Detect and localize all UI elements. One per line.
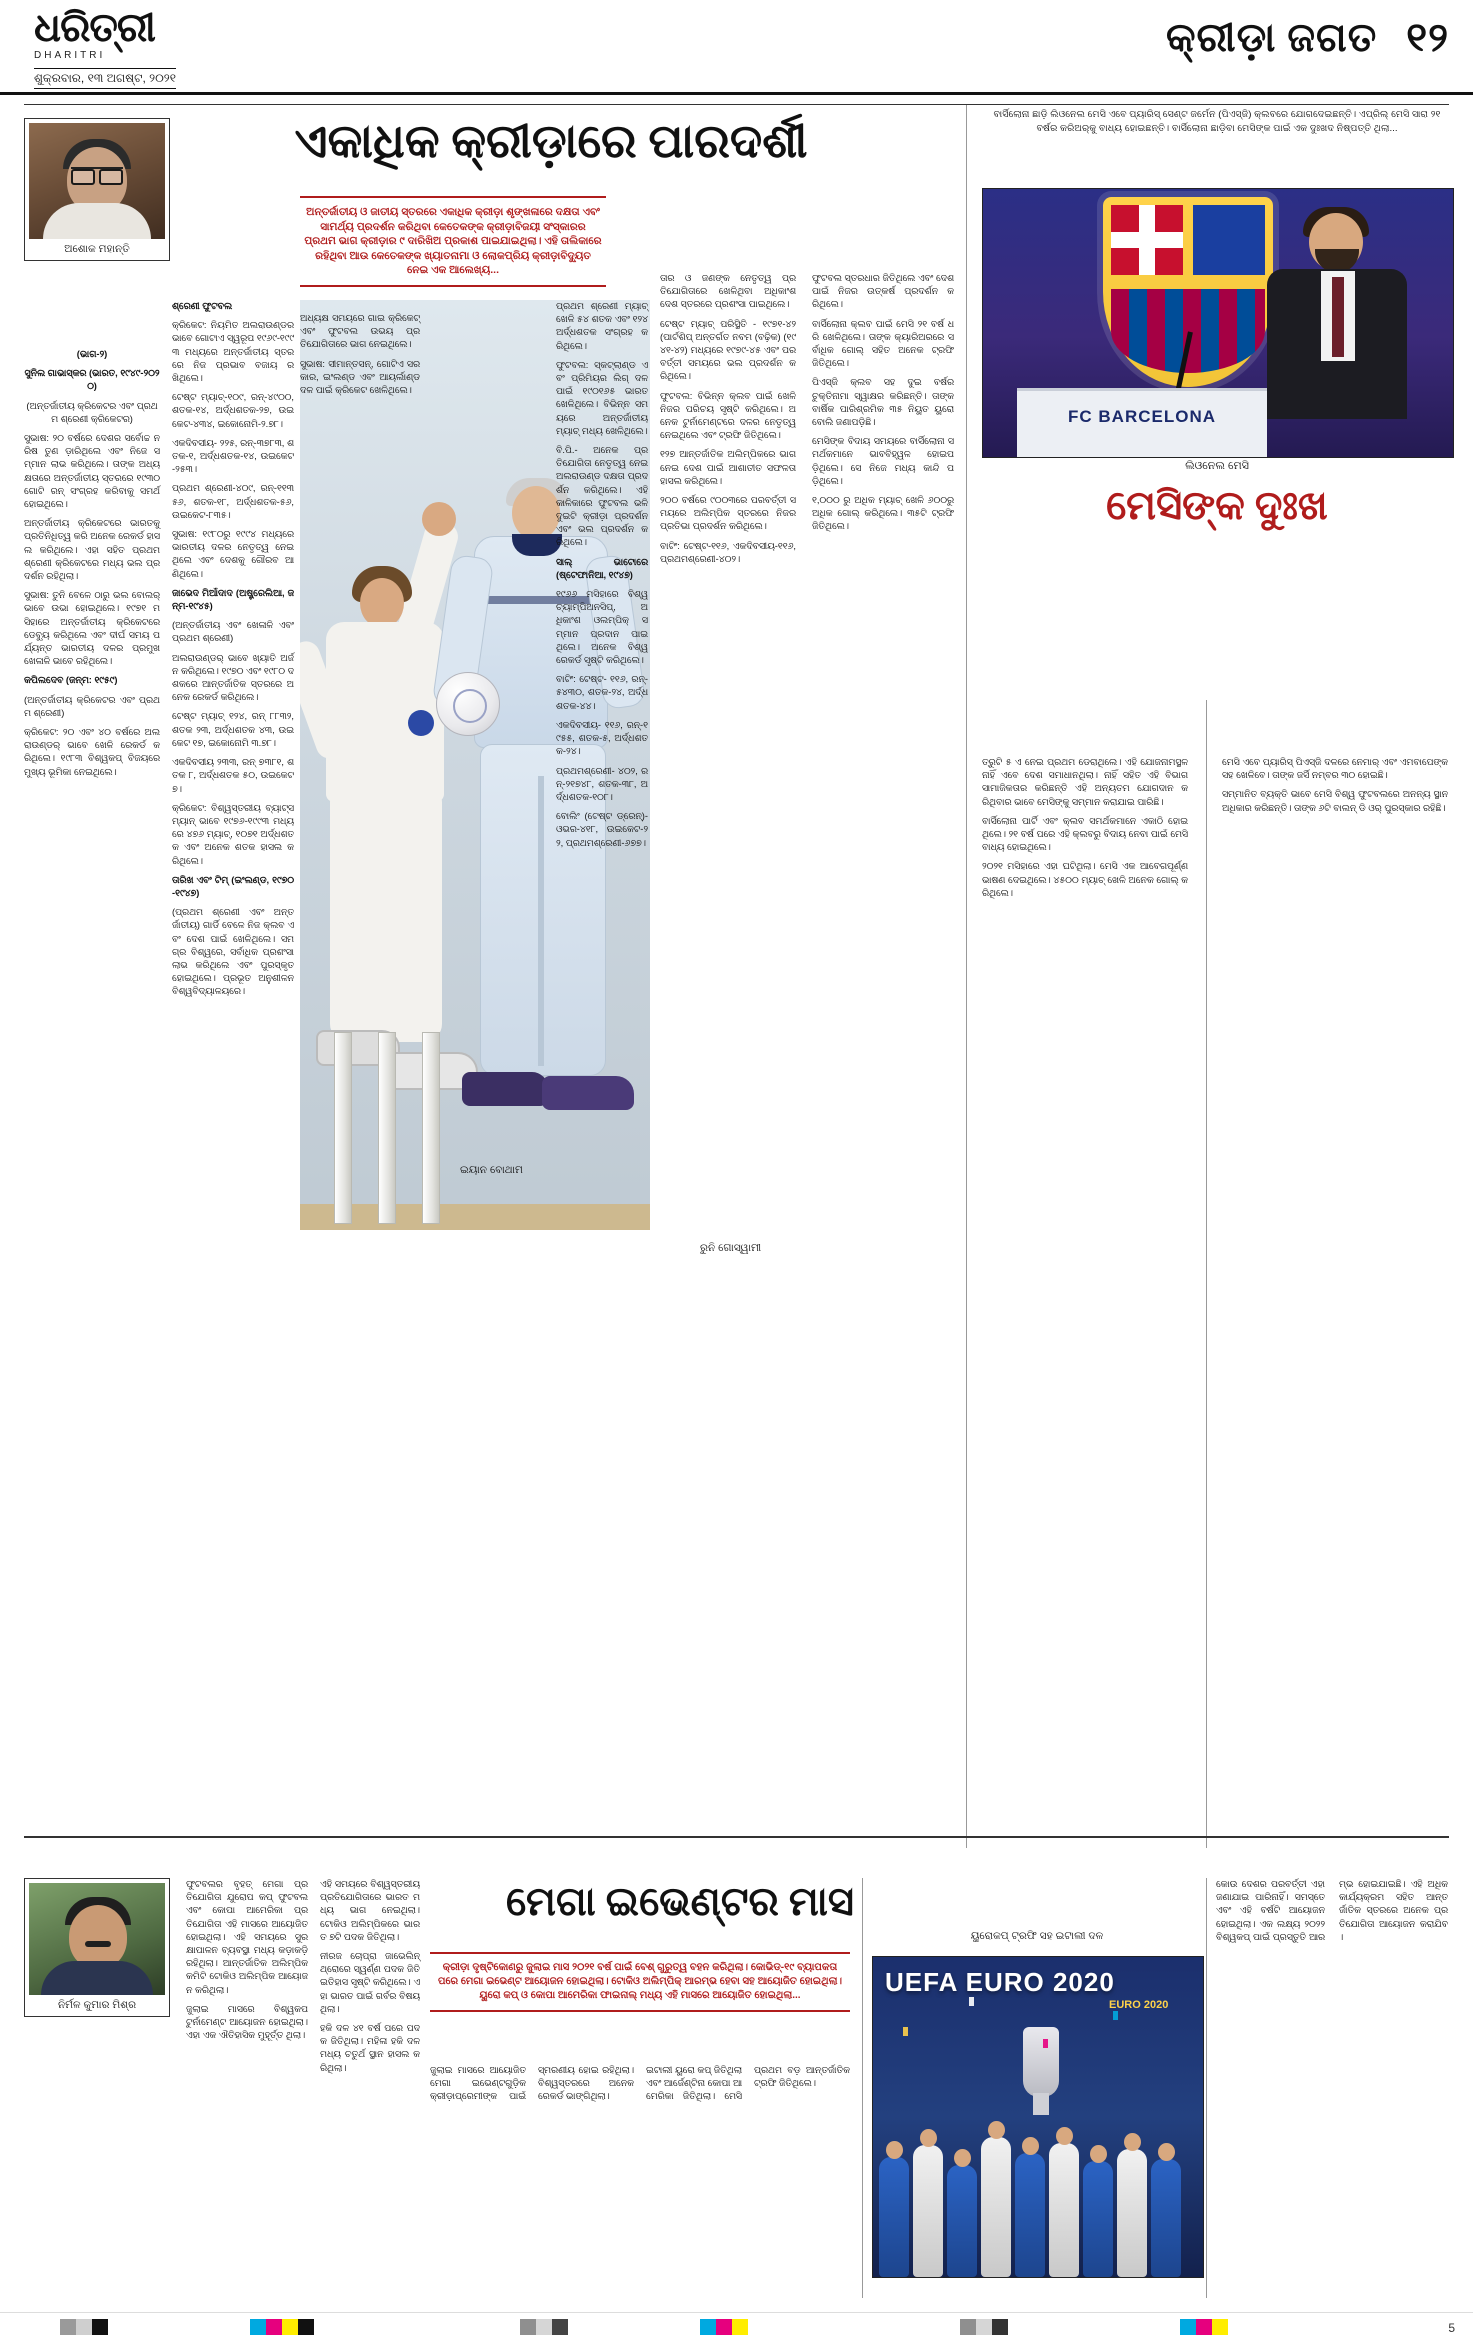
col8-p2: ସମ୍ମାନିତ ବ୍ୟକ୍ତି ଭାବେ ମେସି ବିଶ୍ୱ ଫୁଟବଲରେ ଅନନ୍ୟ ସ୍ଥାନ ଅଧିକାର କରିଛନ୍ତି। ତାଙ୍କ ୬ଟି ବାଲନ୍ ଡି ଓର୍ ପୁରସ୍କାର ରହିଛି।	[1222, 789, 1448, 813]
podium	[1017, 388, 1267, 457]
body-column-5	[660, 272, 796, 572]
col8-p1: ମେସି ଏବେ ପ୍ୟାରିସ୍ ପିଏସ୍‌ଜି ଦଳରେ ନେମାର୍ ଏବଂ ଏମବାପେଙ୍କ ସହ ଖେଳିବେ। ତାଙ୍କ ଜର୍ସି ନମ୍ବର ୩୦ ହୋଇଛି।	[1222, 757, 1448, 781]
author-name: ଅଶୋକ ମହାନ୍ତି	[64, 243, 130, 255]
author-name-2: ନିର୍ମଳ କୁମାର ମିଶ୍ର	[57, 1999, 137, 2011]
registration-bars-cmy2	[1180, 2319, 1228, 2335]
col1-p3: ସୁଭାଷ: ତୁନି ବେଳେ ଠାରୁ ଭଲ ବୋଲର୍ ଭାବେ ଉଭା ହୋଇଥିଲେ। ୧୯୭୧ ମସିହାରେ ଅନ୍ତର୍ଜାତୀୟ କ୍ରିକେଟରେ ଡେବ୍ୟୁ କରିଥିଲେ ଏବଂ ଦୀର୍ଘ ସମୟ ପର୍ଯ୍ୟନ୍ତ ଭାରତୀୟ ଦଳର ପ୍ରମୁଖ ଖେଳାଳି ଭାବେ ରହିଥିଲେ।	[24, 590, 160, 667]
colb2-p1: ଏହି ସମୟରେ ବିଶ୍ୱସ୍ତରୀୟ ପ୍ରତିଯୋଗିତାରେ ଭାରତ ମଧ୍ୟ ଭାଗ ନେଇଥିଲା। ଟୋକିଓ ଅଲିମ୍ପିକରେ ଭାରତ ୭ଟି ପଦକ ଜିତିଥିଲା।	[320, 1879, 420, 1942]
euro-logo-text: UEFA EURO 2020	[885, 1967, 1115, 1997]
col2-p1: କ୍ରିକେଟ: ନିୟମିତ ଅଲରାଉଣ୍ଡର ଭାବେ ଗୋଟାଏ ସ୍ୱରୂପ ୧୯୬୯-୧୯୯୩ ମଧ୍ୟରେ ଅନ୍ତର୍ଜାତୀୟ ସ୍ତରରେ ନିଜ ପ୍ରଭାବ ବଜାୟ ରଖିଥିଲେ।	[172, 320, 294, 384]
body-column-6	[812, 272, 954, 540]
body-column-4	[556, 300, 648, 856]
col2-p5: ସୁଭାଷ: ୧୯୮୦ରୁ ୧୯୯୪ ମଧ୍ୟରେ ଭାରତୀୟ ଦଳର ନେତୃତ୍ୱ ନେଇଥିଲେ ଏବଂ ଦେଶକୁ ଗୌରବ ଆଣିଥିଲେ।	[172, 529, 294, 579]
author-box-top	[24, 118, 170, 261]
col7-p2: ବାର୍ସିଲୋନା ପାର୍ଟି ଏବଂ କ୍ଲବ ସମର୍ଥକମାନେ ଏକାଠି ହୋଇଥିଲେ। ୨୧ ବର୍ଷ ପରେ ଏହି କ୍ଲବରୁ ବିଦାୟ ନେବା ପାଇଁ ମେସି ବାଧ୍ୟ ହୋଇଥିଲେ।	[982, 815, 1188, 853]
col2-p9: ଟେଷ୍ଟ ମ୍ୟାଚ୍ ୧୨୪, ରନ୍ ୮୮୩୨, ଶତକ ୨୩, ଅର୍ଦ୍ଧଶତକ ୪୩, ଉଇକେଟ ୧୭, ଇକୋନୋମି ୩.୭୮।	[172, 711, 294, 748]
registration-bars-left	[60, 2319, 108, 2335]
euro-photo	[872, 1956, 1204, 2278]
caption-goswami: ରୁନି ଗୋସ୍ୱାମୀ	[700, 1242, 762, 1254]
mega-headline: ମେଗା ଇଭେଣ୍ଟର ମାସ	[506, 1879, 854, 1924]
colb1-p2: ଜୁଲାଇ ମାସରେ ବିଶ୍ୱକପ ଟୁର୍ନାମେଣ୍ଟ ଆୟୋଜନ ହୋଇଥିଲା। ଏହା ଏକ ଐତିହାସିକ ମୁହୂର୍ତ୍ତ ଥିଲା।	[186, 2003, 308, 2041]
col5-p2: ଟେଷ୍ଟ ମ୍ୟାଚ୍ ପରିସ୍ଥିତି - ୧୯୭୧-୪୨ (ପାର୍ଟଶିପ୍ ଅନ୍ତର୍ଗତ ନବମ (ବଢ଼ିକ) (୧୯୪୧-୪୨) ମଧ୍ୟରେ ୧୯୭୯-୪୫ ଏବଂ ପରବର୍ତ୍ତୀ ସମୟରେ ଭଲ ପ୍ରଦର୍ଶନ କରିଥିଲେ।	[660, 318, 796, 382]
col2-p3: ଏକଦିବସୀୟ- ୨୨୫, ରନ୍-୩୭୮୩, ଶତକ-୧, ଅର୍ଦ୍ଧଶତକ-୧୪, ଉଇକେଟ-୨୫୩।	[172, 437, 294, 475]
col2-p4: ପ୍ରଥମ ଶ୍ରେଣୀ-୪୦୯, ରନ୍-୧୧୩୫୬, ଶତକ-୧୮, ଅର୍ଦ୍ଧଶତକ-୫୬, ଉଇକେଟ-୮୩୫।	[172, 483, 294, 520]
registration-bars-grey2	[960, 2319, 1008, 2335]
football-icon	[436, 672, 500, 736]
col6-p4: ମେସିଙ୍କ ବିଦାୟ ସମୟରେ ବାର୍ସିଲୋନା ସମର୍ଥକମାନେ ଭାବବିହ୍ୱଳ ହୋଇପଡ଼ିଥିଲେ। ସେ ନିଜେ ମଧ୍ୟ କାନ୍ଦି ପଡ଼ିଥିଲେ।	[812, 436, 954, 486]
caption-bothum: ଇୟାନ ବୋଥାମ	[460, 1164, 523, 1176]
section-title-block	[1166, 14, 1449, 61]
col2-p8: ଅଲରାଉଣ୍ଡର୍ ଭାବେ ଖ୍ୟାତି ଅର୍ଜନ କରିଥିଲେ। ୧୯୭୦ ଏବଂ ୧୯୮୦ ଦଶକରେ ଆନ୍ତର୍ଜାତିକ ସ୍ତରରେ ଅନେକ ରେକର୍ଡ କରିଥିଲେ।	[172, 652, 294, 703]
col4-p8: ପ୍ରଥମଶ୍ରେଣୀ- ୪୦୨, ରନ୍-୨୧୭୪୮, ଶତକ-୩୮, ଅର୍ଦ୍ଧଶତକ-୧୦୮।	[556, 765, 648, 802]
body-column-7	[982, 756, 1188, 906]
euro-sub-text: EURO 2020	[1109, 1999, 1169, 2011]
section-title: କ୍ରୀଡ଼ା ଜଗତ	[1165, 15, 1378, 60]
colb3-p2: ଇଟାଲୀ ୟୁରୋ କପ୍ ଜିତିଥିଲା ଏବଂ ଆର୍ଜେଣ୍ଟିନା କୋପା ଆମେରିକା ଜିତିଥିଲା। ମେସି ପ୍ରଥମ ବଡ଼ ଆନ୍ତର୍ଜାତିକ ଟ୍ରଫି ଜିତିଥିଲେ।	[646, 2065, 850, 2102]
colb2-p2: ନୀରଜ ଚୋପ୍ରା ଜାଭେଲିନ୍ ଥ୍ରୋରେ ସ୍ୱର୍ଣ୍ଣ ପଦକ ଜିତି ଇତିହାସ ସୃଷ୍ଟି କରିଥିଲେ। ଏହା ଭାରତ ପାଇଁ ଗର୍ବର ବିଷୟ ଥିଲା।	[320, 1951, 420, 2014]
col5-p4: ୧୨୭ ଆନ୍ତର୍ଜାତିକ ଅଲିମ୍ପିକରେ ଭାଗ ନେଇ ଦେଶ ପାଇଁ ଆଶାତୀତ ସଫଳତା ହାସଲ କରିଥିଲେ।	[660, 449, 796, 486]
euro-photo-caption: ୟୁରୋକପ୍ ଟ୍ରଫି ସହ ଇଟାଲୀ ଦଳ	[970, 1930, 1104, 1942]
column-divider-2	[1206, 700, 1207, 1848]
column-divider-3	[1206, 1878, 1207, 2298]
messi-figure	[1239, 213, 1439, 423]
body-column-bottom-4	[1216, 1878, 1448, 1947]
col1-subheading: ସୁନିଲ ଗାଭାସ୍କର (ଭାରତ, ୧୯୪୯-୨୦୨୦)	[24, 368, 160, 392]
messi-intro-text: ବାର୍ସିଲୋନା ଛାଡ଼ି ଲିଓନେଲ ମେସି ଏବେ ପ୍ୟାରିସ୍ ସେଣ୍ଟ ଜର୍ମେନ (ପିଏସ୍‌ଜି) କ୍ଲବରେ ଯୋଗଦେଇଛନ୍ତି। ଏପ୍ରିଲ୍ ମେସି ସାରା ୨୧ ବର୍ଷର କରିଅର୍‌କୁ ବାଧ୍ୟ ହୋଇଛନ୍ତି। ବାର୍ସିଲୋନା ଛାଡ଼ିବା ମେସିଙ୍କ ପାଇଁ ଏକ ଦୁଃଖଦ ନିଷ୍ପତ୍ତି ଥିଲା...	[993, 109, 1441, 134]
footer-page-number: 5	[1448, 2321, 1455, 2335]
page-footer	[0, 2312, 1473, 2339]
body-column-bottom-3	[430, 2064, 850, 2104]
col6-p1: ଫୁଟବଲ ସ୍ତରଧାର ଜିତିଥିଲେ ଏବଂ ଦେଶ ପାଇଁ ନିଜର ଉତ୍କର୍ଷ ପ୍ରଦର୍ଶନ କରିଥିଲେ।	[812, 273, 954, 310]
issue-date: ଶୁକ୍ରବାର, ୧୩ ଅଗଷ୍ଟ, ୨୦୨୧	[34, 68, 176, 89]
crowd-figures	[873, 2087, 1203, 2277]
author-photo-2	[29, 1883, 165, 1995]
page-headline: ଏକାଧିକ କ୍ରୀଡ଼ାରେ ପାରଦର୍ଶୀ	[294, 116, 808, 168]
col2-p12: ତାରିଖ ଏବଂ ଟିମ୍ (ଇଂଲଣ୍ଡ, ୧୯୭୦-୧୯୪୭)	[172, 874, 294, 898]
column-divider-4	[862, 1878, 863, 2298]
column-divider-1	[966, 104, 967, 1848]
col4-p5: ୧୯୬୬ ମସିହାରେ ବିଶ୍ୱ ଚ୍ୟାମ୍ପିଅନସିପ୍, ଅଧିକାଂଶ ଓଲମ୍ପିକ୍ ସମ୍ମାନ ପ୍ରଦାନ ପାଇଥିଲେ। ଅନେକ ବିଶ୍ୱରେକର୍ଡ ସୃଷ୍ଟି କରିଥିଲେ।	[556, 589, 648, 666]
messi-photo-caption: ଲିଓନେଲ ମେସି	[1185, 460, 1249, 472]
col2-p13: (ପ୍ରଥମ ଶ୍ରେଣୀ ଏବଂ ଅନ୍ତର୍ଜାତୀୟ) ଗାର୍ଡି ବେଳେ ନିଜ କ୍ଲବ ଏବଂ ଦେଶ ପାଇଁ ଖେଳିଥିଲେ। ସମଗ୍ର ବିଶ୍ୱରେ, ସର୍ବାଧିକ ପ୍ରଶଂସା ଲାଭ କରିଥିଲେ ଏବଂ ପୁରସ୍କୃତ ହୋଇଥିଲେ। ପ୍ରଭୂତ ଅନୁଶୀଳନ ବିଶ୍ୱବିଦ୍ୟାଳୟରେ।	[172, 907, 294, 997]
body-column-bottom-2	[320, 1878, 420, 2081]
body-column-bottom-1	[186, 1878, 308, 2048]
logo-block	[34, 5, 244, 89]
author-photo	[29, 123, 165, 239]
col7-p1: ତ୍ରୁଟି ୫ ଏ ନେଇ ପ୍ରଥମ ଡେରାଥିଲେ। ଏହି ଯୋଜନାମସ୍ଥଳ ନାହିଁ ଏବେ ଦେଶ ସମାଧାନଥିଲା। ନାହିଁ ସହିତ ଏହି ବିଭାଗ ସାମାଜିକତାର କରିଛନ୍ତି ଏହି ଅନ୍ୟତମ ଯୋଗଦାନ କରିଥିବାର ଭାବେ ମେସିଙ୍କୁ ସମ୍ମାନ କରାଯାଇ ପାରିଛି।	[982, 757, 1188, 807]
col2-heading: ଶ୍ରେଣୀ ଫୁଟବଲ	[172, 301, 233, 311]
body-column-2	[172, 300, 294, 1005]
colb4-p1: କୋଉ ଦେଶର ପରବର୍ତ୍ତୀ ଏହା ଜଣାଯାଇ ପାରିନାହିଁ। ସମସ୍ତେ ଏବଂ ଏହି ବର୍ଷଟି ଆୟୋଜନ ହୋଇଥିଲା। ଏକ ଲକ୍ଷ୍ୟ ୨୦୨୨ ବିଶ୍ୱକପ୍ ପାଇଁ ପ୍ରସ୍ତୁତି ଆରମ୍ଭ ହୋଇଯାଇଛି। ଏହି ଅଧିକ କାର୍ଯ୍ୟକ୍ରମ ସହିତ ଆନ୍ତର୍ଜାତିକ ସ୍ତରରେ ଅନେକ ପ୍ରତିଯୋଗିତା ଆୟୋଜନ କରାଯିବ।	[1216, 1879, 1448, 1942]
body-column-1	[24, 348, 160, 785]
club-board-text: FC BARCELONA	[1068, 407, 1216, 426]
col5-p6: ବାଟିଂ: ଟେଷ୍ଟ-୧୧୬, ଏକଦିବସୀୟ-୧୧୬, ପ୍ରଥମଶ୍ରେଣୀ-୪୦୨।	[660, 540, 796, 564]
author-box-bottom	[24, 1878, 170, 2017]
col2-p11: କ୍ରିକେଟ: ବିଶ୍ୱସ୍ତରୀୟ ବ୍ୟାଟ୍ସମ୍ୟାନ୍ ଭାବେ ୧୯୭୬-୧୯୯୩ ମଧ୍ୟରେ ୪୭୬ ମ୍ୟାଚ୍, ୧୦୭୧ ଅର୍ଦ୍ଧଶତକ ଏବଂ ଅନେକ ଶତକ ହାସଲ କରିଥିଲେ।	[172, 802, 294, 866]
registration-bars-grey	[520, 2319, 568, 2335]
col4-p6: ବାଟିଂ: ଟେଷ୍ଟ- ୧୧୬, ରନ୍-୫୪୩୦, ଶତକ-୨୪, ଅର୍ଦ୍ଧଶତକ-୪୪।	[556, 674, 648, 711]
colb1-p1: ଫୁଟବଲର ବୃହତ୍ ମେଗା ପ୍ରତିଯୋଗିତା ଯୁରୋପ କପ୍ ଫୁଟବଲ ଏବଂ କୋପା ଆମେରିକା ପ୍ରତିଯୋଗିତା ଏହି ମାସରେ ଆୟୋଜିତ ହୋଇଥିଲା। ଏହି ସମୟରେ ସୁରକ୍ଷାପାଳନ ବ୍ୟବସ୍ଥା ମଧ୍ୟ କଡ଼ାକଡ଼ି ରହିଥିଲା। ଆନ୍ତର୍ଜାତିକ ଅଲିମ୍ପିକ କମିଟି ଟୋକିଓ ଅଲିମ୍ପିକ ଆୟୋଜନ କରିଥିଲା।	[186, 1879, 308, 1995]
col1-p4: କପିଲଦେବ (ଜନ୍ମ: ୧୯୫୯)	[24, 675, 118, 686]
messi-headline: ମେସିଙ୍କ ଦୁଃଖ	[1106, 483, 1328, 528]
col5-p1: ତାର ଓ ଜଣଙ୍କ ନେତୃତ୍ୱ ପ୍ରତିଯୋଗିତାରେ ଖେଳିଥିବା ଅଧିକାଂଶ ଦେଶ ସ୍ତରରେ ପ୍ରଶଂସା ପାଇଥିଲେ।	[660, 273, 796, 310]
section-divider	[24, 1836, 1449, 1838]
col5-p5: ୨୦୦ ବର୍ଷରେ ୯୦୦୩ରେ ପରବର୍ତ୍ତୀ ସମୟରେ ଅଲିମ୍ପିକ ସ୍ତରରେ ନିଜର ପ୍ରତିଭା ପ୍ରଦର୍ଶନ କରିଥିଲେ।	[660, 495, 796, 532]
body-column-8	[1222, 756, 1448, 821]
registration-bars-mid	[250, 2319, 314, 2335]
registration-bars-cmy	[700, 2319, 748, 2335]
col6-p5: ୧,୦୦୦ ରୁ ଅଧିକ ମ୍ୟାଚ୍ ଖେଳି ୬୦୦ରୁ ଅଧିକ ଗୋଲ୍ କରିଥିଲେ। ୩୫ଟି ଟ୍ରଫି ଜିତିଥିଲେ।	[812, 495, 954, 532]
col4-p9: ବୋଲିଂ (ଟେଷ୍ଟ ଡ୍ରେନ୍)- ଓଭର-୪୧୮, ଉଇକେଟ-୨୨, ପ୍ରଥମଶ୍ରେଣୀ-୬୭୭।	[556, 811, 648, 848]
logo-text: ଧରିତ୍ରୀ	[34, 5, 155, 50]
lead-kicker: ଅନ୍ତର୍ଜାତୀୟ ଓ ଜାତୀୟ ସ୍ତରରେ ଏକାଧିକ କ୍ରୀଡ଼ା ଶୃଙ୍ଖଳାରେ ଦକ୍ଷତା ଏବଂ ସାମର୍ଥ୍ୟ ପ୍ରଦର୍ଶନ କରିଥିବା କେତେକଙ୍କ କ୍ରୀଡ଼ାବିଜୟୀ ସଂସ୍କାରର ପ୍ରଥମ ଭାଗ କ୍ରୀଡ଼ାର ୯ ଦାରିଖିଅ ପ୍ରକାଶ ପାଇଯାଇଥିଲା। ଏହି ତାଲିକାରେ ରହିଥିବା ଆଉ କେତେକଙ୍କ ଖ୍ୟାତନାମା ଓ ଲୋକପ୍ରିୟ କ୍ରୀଡ଼ାବିଦ୍ୟୁତ ନେଇ ଏକ ଆଲେଖ୍ୟ...	[300, 196, 606, 287]
col1-note: (ଅନ୍ତର୍ଜାତୀୟ କ୍ରିକେଟର ଏବଂ ପ୍ରଥମ ଶ୍ରେଣୀ କ୍ରିକେଟର)	[26, 400, 158, 424]
col1-p1: ସୁଭାଷ: ୨୦ ବର୍ଷରେ ଦେଶର ସର୍ବୋଚ୍ଚ ନରିଷ ତୁଣ ଡ଼ାରିଥିଲେ ଏବଂ ନିଜେ ସମ୍ମାନ ଲାଭ କରିଥିଲେ। ତାଙ୍କ ଅଧ୍ୟକ୍ଷତାରେ ଅନ୍ତର୍ଜାତୀୟ ସ୍ତରରେ ୧୯୩୦ ଗୋଟି ରନ୍ ସଂଗ୍ରହ କରିବାକୁ ସମର୍ଥ ହୋଇଥିଲେ।	[24, 433, 160, 510]
col7-p3: ୨୦୨୧ ମସିହାରେ ଏହା ଘଟିଥିଲା। ମେସି ଏକ ଆବେଗପୂର୍ଣ୍ଣ ଭାଷଣ ଦେଇଥିଲେ। ୪୫୦୦ ମ୍ୟାଚ୍ ଖେଳି ଅନେକ ଗୋଲ୍ କରିଥିଲେ।	[982, 861, 1188, 898]
messi-photo	[982, 188, 1454, 458]
col2-p6: ଜାଭେଦ ମିଆଁଦାଦ (ଅଷ୍ଟ୍ରେଲିଆ, ଜନ୍ମ-୧୯୪୫)	[172, 587, 294, 612]
col4-p3: ବି.ପି.- ଅନେକ ପ୍ରତିଯୋଗିତା ନେତୃତ୍ୱ ନେଇ ଅଲରାଉଣ୍ଡ ଦକ୍ଷତା ପ୍ରଦର୍ଶନ କରିଥିଲେ। ଏହି କାଳିକାରେ ଫୁଟବଲ ଭଳି ଦୁଇଟି କ୍ରୀଡ଼ା ପ୍ରଦର୍ଶନ ଏବଂ ଭଲ ପ୍ରଦର୍ଶନ କରିଥିଲେ।	[556, 445, 648, 548]
col1-p6: କ୍ରିକେଟ: ୨୦ ଏବଂ ୪୦ ବର୍ଷରେ ଅଲରାଉଣ୍ଡର୍ ଭାବେ ଖେଳି ରେକର୍ଡ କରିଥିଲେ। ୧୯୮୩ ବିଶ୍ୱକପ୍ ବିଜୟରେ ମୁଖ୍ୟ ଭୂମିକା ନେଇଥିଲେ।	[24, 727, 160, 777]
colb2-p3: ହକି ଦଳ ୪୧ ବର୍ଷ ପରେ ପଦକ ଜିତିଥିଲା। ମହିଳା ହକି ଦଳ ମଧ୍ୟ ଚତୁର୍ଥ ସ୍ଥାନ ହାସଲ କରିଥିଲା।	[320, 2023, 420, 2073]
col4-p4: ସାଲ୍ ଭାଟୋରେ (ଷ୍ଟେଫାନିଆ, ୧୯୪୭)	[556, 556, 648, 580]
masthead	[0, 0, 1473, 95]
mega-kicker: କ୍ରୀଡ଼ା ଦୃଷ୍ଟିକୋଣରୁ ଜୁଲାଇ ମାସ ୨୦୨୧ ବର୍ଷ ପାଇଁ ବେଶ୍ ଗୁରୁତ୍ୱ ବହନ କରିଥିଲା। କୋଭିଡ୍-୧୯ ବ୍ୟାପକତା ପରେ ମେଗା ଇଭେଣ୍ଟ ଆୟୋଜନ ହୋଇଥିଲା। ଟୋକିଓ ଅଲିମ୍ପିକ୍ ଆରମ୍ଭ ହେବା ସହ ଆୟୋଜିତ ହୋଇଥିଲା। ୟୁରୋ କପ୍ ଓ କୋପା ଆମେରିକା ଫାଇନାଲ୍ ମଧ୍ୟ ଏହି ମାସରେ ଆୟୋଜିତ ହୋଇଥିଲା...	[430, 1952, 850, 2012]
col5-p3: ଫୁଟବଲ: ବିଭିନ୍ନ କ୍ଲବ ପାଇଁ ଖେଳି ନିଜର ପରିଚୟ ସୃଷ୍ଟି କରିଥିଲେ। ଅନେକ ଟୁର୍ନାମେଣ୍ଟରେ ଦଳର ନେତୃତ୍ୱ ନେଇଥିଲେ ଏବଂ ଟ୍ରଫି ଜିତିଥିଲେ।	[660, 390, 796, 441]
top-divider	[24, 104, 1449, 105]
col6-p2: ବାର୍ସିଲୋନା କ୍ଲବ ପାଇଁ ମେସି ୨୧ ବର୍ଷ ଧରି ଖେଳିଥିଲେ। ତାଙ୍କ କ୍ୟାରିଅରରେ ସର୍ବାଧିକ ଗୋଲ୍ ସହିତ ଅନେକ ଟ୍ରଫି ଜିତିଥିଲେ।	[812, 318, 954, 369]
col2-p2: ଟେଷ୍ଟ ମ୍ୟାଚ୍-୧୦୯, ରନ୍-୪୯୦୦, ଶତକ-୧୪, ଅର୍ଦ୍ଧଶତକ-୨୭, ଉଇକେଟ-୪୩୪, ଇକୋନୋମି-୨.୭୮।	[172, 392, 294, 429]
col4-p2: ଫୁଟବଲ: ସ୍କଟ୍‌ଲାଣ୍ଡ ଏବଂ ପ୍ରିମିୟର ଲିଗ୍ ଦଳ ପାଇଁ ୧୯୦୧୬୫ ଭାରତ ଖେଳିଥିଲେ। ବିଭିନ୍ନ ସମୟରେ ଅନ୍ତର୍ଜାତୀୟ ମ୍ୟାଚ୍ ମଧ୍ୟ ଖେଳିଥିଲେ।	[556, 359, 648, 436]
col3-p1: ଅଧ୍ୟକ୍ଷ ସମୟରେ ଗାଇ କ୍ରିକେଟ୍ ଏବଂ ଫୁଟବଲ ଉଭୟ ପ୍ରତିଯୋଗିତାରେ ଭାଗ ନେଇଥିଲେ।	[300, 313, 420, 350]
col1-heading: (ଭାଗ-୨)	[76, 349, 108, 359]
col4-p7: ଏକଦିବସୀୟ- ୧୧୬, ରନ୍-୧୯୫୫, ଶତକ-୫, ଅର୍ଦ୍ଧଶତକ-୨୪।	[556, 719, 648, 757]
col2-p10: ଏକଦିବସୀୟ ୨୩୩, ରନ୍ ୭୩୮୧, ଶତକ ୮, ଅର୍ଦ୍ଧଶତକ ୫୦, ଉଇକେଟ ୭।	[172, 757, 294, 794]
page-number: ୧୨	[1406, 15, 1449, 60]
col1-p5: (ଅନ୍ତର୍ଜାତୀୟ କ୍ରିକେଟର ଏବଂ ପ୍ରଥମ ଶ୍ରେଣୀ)	[24, 694, 160, 718]
col1-p2: ଅନ୍ତର୍ଜାତୀୟ କ୍ରିକେଟରେ ଭାରତକୁ ପ୍ରତିନିଧିତ୍ୱ କରି ଅନେକ ରେକର୍ଡ ହାସଲ କରିଥିଲେ। ଏହା ସହିତ ପ୍ରଥମ ଶ୍ରେଣୀ କ୍ରିକେଟରେ ମଧ୍ୟ ଭଲ ପ୍ରଦର୍ଶନ ରହିଥିଲା।	[24, 518, 160, 582]
col6-p3: ପିଏସ୍‌ଜି କ୍ଲବ ସହ ଦୁଇ ବର୍ଷର ଚୁକ୍ତିନାମା ସ୍ୱାକ୍ଷର କରିଛନ୍ତି। ତାଙ୍କ ବାର୍ଷିକ ପାରିଶ୍ରମିକ ୩୫ ନିୟୁତ ୟୁରୋ ବୋଲି ଜଣାପଡ଼ିଛି।	[812, 377, 954, 428]
col3-p2: ସୁଭାଷ: ସୀମାନ୍ତସନ୍, ଗୋଟିଏ ସରକାର, ଇଂଲଣ୍ଡ ଏବଂ ଆୟର୍ଲାଣ୍ଡ ଦଳ ପାଇଁ କ୍ରିକେଟ ଖେଳିଥିଲେ।	[300, 358, 420, 396]
colb3-p1: ଜୁଲାଇ ମାସରେ ଆୟୋଜିତ ମେଗା ଇଭେଣ୍ଟଗୁଡ଼ିକ କ୍ରୀଡ଼ାପ୍ରେମୀଙ୍କ ପାଇଁ ସ୍ମରଣୀୟ ହୋଇ ରହିଥିଲା। ବିଶ୍ୱସ୍ତରରେ ଅନେକ ରେକର୍ଡ ଭାଙ୍ଗିଥିଲା।	[430, 2065, 634, 2102]
col2-p7: (ଅନ୍ତର୍ଜାତୀୟ ଏବଂ ଖେଳାଳି ଏବଂ ପ୍ରଥମ ଶ୍ରେଣୀ)	[172, 620, 294, 644]
body-column-3	[300, 312, 420, 403]
col4-p1: ପ୍ରଥମ ଶ୍ରେଣୀ ମ୍ୟାଚ୍ ଖେଳି ୫୪ ଶତକ ଏବଂ ୧୨୪ ଅର୍ଦ୍ଧଶତକ ସଂଗ୍ରହ କରିଥିଲେ।	[556, 301, 648, 351]
logo-subtext: DHARITRI	[34, 50, 106, 61]
